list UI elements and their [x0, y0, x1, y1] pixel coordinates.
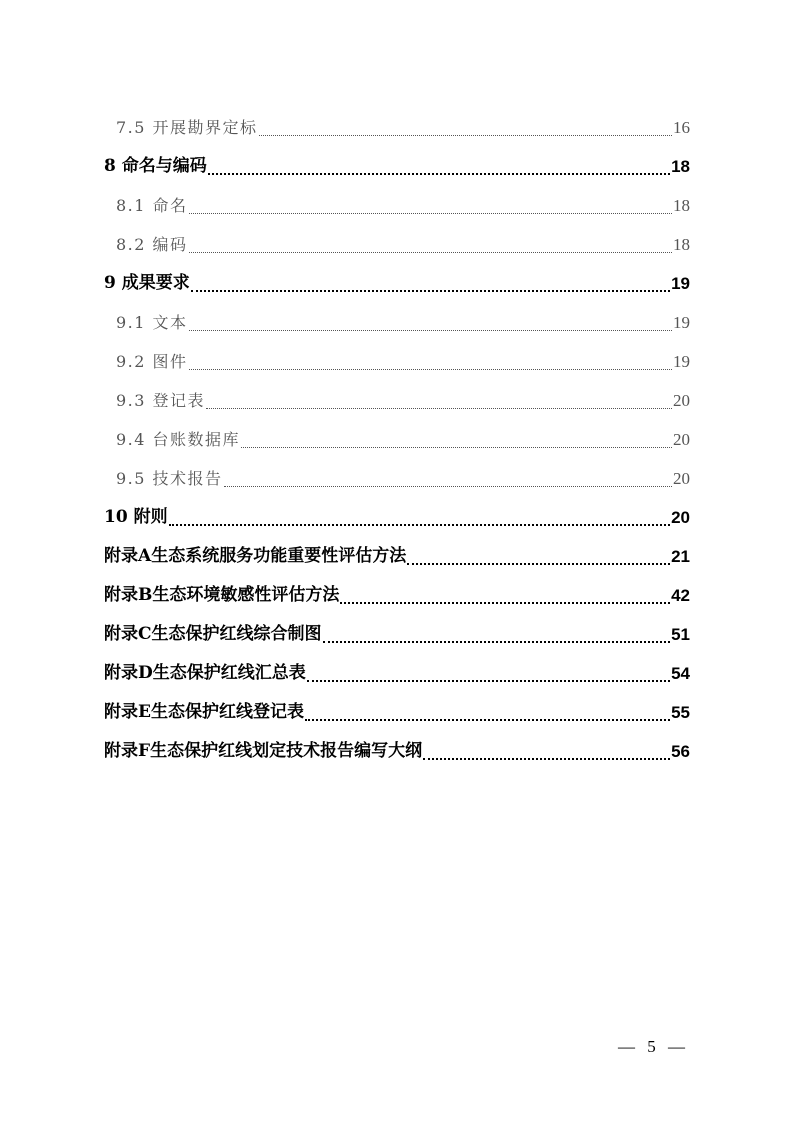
- toc-entry-page: 42: [671, 586, 690, 605]
- toc-entry[interactable]: [104, 381, 690, 420]
- toc-entry-label: 附录F生态保护红线划定技术报告编写大纲: [104, 741, 423, 761]
- toc-entry-page: 18: [673, 235, 690, 254]
- toc-entry[interactable]: [104, 342, 690, 381]
- toc-dot-leader: [189, 342, 672, 381]
- toc-entry-page: 18: [671, 157, 690, 176]
- toc-dot-leader: [191, 264, 670, 303]
- toc-dot-leader: [340, 576, 670, 615]
- toc-entry-label: 附录C生态保护红线综合制图: [104, 624, 322, 644]
- toc-entry-page: 20: [673, 391, 690, 410]
- toc-entry[interactable]: [104, 732, 690, 771]
- toc-entry-page: 21: [671, 547, 690, 566]
- toc-entry[interactable]: [104, 654, 690, 693]
- toc-entry[interactable]: [104, 459, 690, 498]
- toc-entry-page: 20: [671, 508, 690, 527]
- toc-entry-page: 51: [671, 625, 690, 644]
- table-of-contents: [104, 108, 690, 771]
- toc-entry-page: 19: [673, 313, 690, 332]
- toc-dot-leader: [189, 186, 672, 225]
- toc-entry[interactable]: [104, 303, 690, 342]
- toc-entry[interactable]: [104, 615, 690, 654]
- toc-entry[interactable]: [104, 693, 690, 732]
- toc-dot-leader: [241, 420, 672, 459]
- toc-entry-page: 16: [673, 118, 690, 137]
- toc-entry-page: 56: [671, 742, 690, 761]
- toc-entry-label: 9 成果要求: [104, 273, 190, 293]
- toc-entry-label: 附录D生态保护红线汇总表: [104, 663, 306, 683]
- toc-dot-leader: [407, 537, 670, 576]
- toc-entry-label: 9.4 台账数据库: [116, 430, 241, 449]
- toc-entry[interactable]: [104, 186, 690, 225]
- toc-dot-leader: [169, 498, 671, 537]
- toc-entry-label: 9.2 图件: [116, 352, 188, 371]
- toc-entry[interactable]: [104, 420, 690, 459]
- toc-entry-label: 9.1 文本: [116, 313, 188, 332]
- toc-entry-page: 55: [671, 703, 690, 722]
- toc-entry-label: 9.3 登记表: [116, 391, 206, 410]
- toc-dot-leader: [305, 693, 670, 732]
- toc-entry-page: 19: [671, 274, 690, 293]
- toc-dot-leader: [189, 225, 672, 264]
- toc-dot-leader: [224, 459, 672, 498]
- toc-entry-label: 8 命名与编码: [104, 156, 207, 176]
- toc-dot-leader: [208, 147, 670, 186]
- toc-entry[interactable]: [104, 498, 690, 537]
- toc-entry-label: 附录E生态保护红线登记表: [104, 702, 304, 722]
- toc-dot-leader: [259, 108, 672, 147]
- toc-dot-leader: [307, 654, 670, 693]
- toc-entry-page: 20: [673, 469, 690, 488]
- toc-entry[interactable]: [104, 147, 690, 186]
- toc-entry-page: 19: [673, 352, 690, 371]
- toc-entry-label: 9.5 技术报告: [116, 469, 223, 488]
- toc-entry-label: 附录B生态环境敏感性评估方法: [104, 585, 340, 605]
- toc-entry-label: 7.5 开展勘界定标: [116, 118, 258, 137]
- toc-dot-leader: [323, 615, 671, 654]
- toc-entry-page: 20: [673, 430, 690, 449]
- toc-entry-label: 10 附则: [104, 507, 168, 527]
- toc-entry-page: 54: [671, 664, 690, 683]
- page-number: — 5 —: [618, 1037, 689, 1056]
- toc-entry[interactable]: [104, 537, 690, 576]
- toc-entry[interactable]: [104, 576, 690, 615]
- toc-entry-label: 8.2 编码: [116, 235, 188, 254]
- toc-dot-leader: [423, 732, 670, 771]
- toc-entry-label: 8.1 命名: [116, 196, 188, 215]
- toc-entry[interactable]: [104, 108, 690, 147]
- toc-entry-label: 附录A生态系统服务功能重要性评估方法: [104, 546, 407, 566]
- toc-dot-leader: [206, 381, 672, 420]
- toc-entry-page: 18: [673, 196, 690, 215]
- toc-entry[interactable]: [104, 225, 690, 264]
- toc-dot-leader: [189, 303, 672, 342]
- toc-entry[interactable]: [104, 264, 690, 303]
